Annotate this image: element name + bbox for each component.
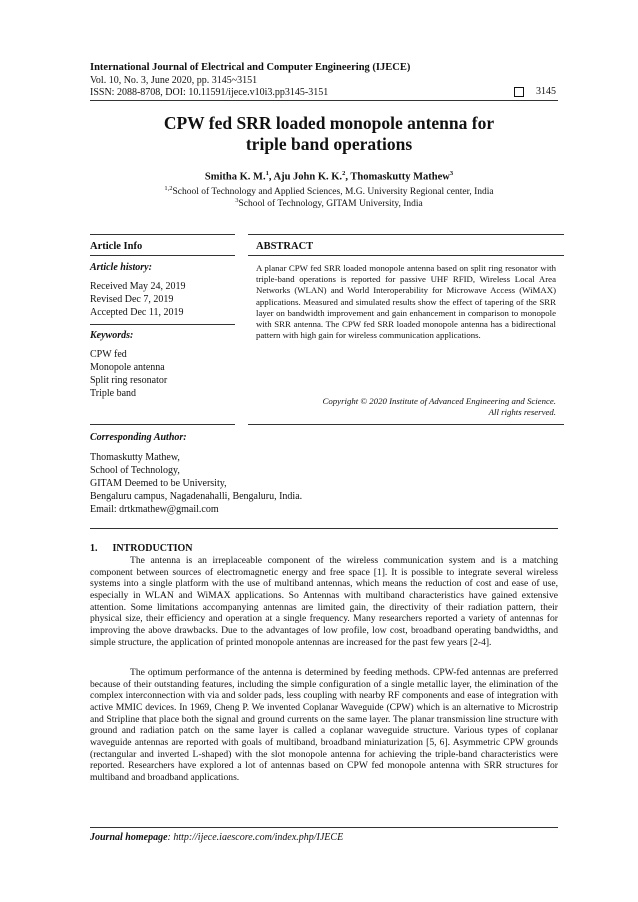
affiliation-1	[90, 185, 568, 197]
journal-volume: Vol. 10, No. 3, June 2020, pp. 3145~3151	[90, 75, 258, 86]
article-info-rule	[90, 234, 235, 235]
corresponding-line: Bengaluru campus, Nagadenahalli, Bengaluru, India.	[90, 491, 303, 502]
corresponding-line: GITAM Deemed to be University,	[90, 478, 227, 489]
author-3-sup: 3	[449, 170, 454, 177]
introduction-heading: 1. INTRODUCTION	[90, 543, 193, 554]
introduction-paragraph-2: The optimum performance of the antenna is determined by feeding methods. CPW-fed antennas are preferred because of their outstanding features, including the simple configuration of a single metallic layer, the elimination of the complex interconnection with via and solder pads, less coupling with nearby RF components and ease of integration with active MMIC devices. In 1969, Cheng P. We invented Coplanar Waveguide (CPW) which is an alternative to Microstrip and Stripline that place both the signal and ground currents on the same layer. The planar transmission line structure with ground and radiation patch on the same layer is called a coplanar waveguide structure. Various types of coplanar waveguide antennas are reported with goals of multiband, broadband miniaturization [5, 6]. Asymmetric CPW grounds (rectangular and inverted L-shaped) with the slot monopole antenna for achieving the triple-band characteristics were reported. Researchers have explored a lot of antennas based on CPW fed monopole antenna with SRR structures for multiband and broadband applications.	[90, 667, 558, 783]
journal-homepage	[90, 832, 343, 843]
abstract-text: A planar CPW fed SRR loaded monopole antenna based on split ring resonator with triple-band operations is reported for passive UHF RFID, Wireless Local Area Networks (WLAN) and World Interoperability for Microwave Access (WiMAX) applications. Measured and simulated results show the effect of tapering of the SRR layer on bandwidth improvement and gain enhancement in comparison to monopole with SRR antenna. The CPW fed SRR loaded monopole antenna has a bidirectional pattern with high gain for wireless communication applications.	[256, 263, 556, 341]
revised-date: Revised Dec 7, 2019	[90, 294, 174, 305]
paper-title	[90, 113, 568, 155]
author-1-sup: 1	[265, 170, 269, 177]
page-number: 3145	[536, 86, 556, 97]
accepted-date: Accepted Dec 11, 2019	[90, 307, 184, 318]
article-history	[90, 280, 186, 319]
abstract-rule	[248, 234, 564, 235]
affiliation-2-text: School of Technology, GITAM University, India	[238, 199, 423, 210]
journal-issn: ISSN: 2088-8708, DOI: 10.11591/ijece.v10i3.pp3145-3151	[90, 87, 329, 98]
author-2-sup: 2	[342, 170, 346, 177]
keywords-label: Keywords:	[90, 330, 134, 341]
corresponding-details	[90, 451, 302, 516]
author-list	[90, 170, 568, 183]
homepage-url: : http://ijece.iaescore.com/index.php/IJECE	[167, 832, 344, 843]
footer-rule	[90, 827, 558, 828]
abstract-bottom-rule	[248, 424, 564, 425]
copyright-line-1: Copyright © 2020 Institute of Advanced Engineering and Science.	[322, 396, 556, 406]
abstract-subrule	[248, 255, 564, 256]
keyword-item: Triple band	[90, 388, 137, 399]
introduction-paragraph-1: The antenna is an irreplaceable component of the wireless communication system and is a matching component between sources of electromagnetic energy and free space [1]. It is possible to integrate several wireless systems into a single platform with the use of multiband antennas, which means the reduction of cost and ease of use, especially in WLAN and WiMAX applications. So Antennas with multiband characteristics have gained extensive attention. Some limitations accompanying antennas are limited gain, the directivity of their radiation pattern, their physical size, their efficiency and operation at a single frequency. Many researchers reported a variety of antennas for improving the above drawbacks. Due to the advantages of low profile, low cost, broadband operating bandwidths, and simple structure, the application of printed monopole antennas are increased for the past few years [2-4].	[90, 555, 558, 648]
corresponding-line: Thomaskutty Mathew,	[90, 452, 180, 463]
keywords-rule	[90, 324, 235, 325]
author-3: , Thomaskutty Mathew	[345, 171, 450, 183]
keywords-list	[90, 348, 167, 400]
journal-name: International Journal of Electrical and Computer Engineering (IJECE)	[90, 62, 411, 73]
homepage-label: Journal homepage	[90, 832, 168, 843]
header-rule	[90, 100, 558, 101]
corresponding-line: School of Technology,	[90, 465, 180, 476]
author-1: Smitha K. M.	[204, 171, 266, 183]
article-info-heading: Article Info	[90, 241, 143, 252]
keyword-item: Monopole antenna	[90, 362, 165, 373]
received-date: Received May 24, 2019	[90, 281, 186, 292]
corresponding-label: Corresponding Author:	[90, 432, 187, 443]
article-info-subrule	[90, 255, 235, 256]
author-2: , Aju John K. K.	[268, 171, 343, 183]
corresponding-email: Email: drtkmathew@gmail.com	[90, 504, 219, 515]
affiliation-2	[90, 197, 568, 209]
corresponding-bottom-rule	[90, 528, 558, 529]
history-label: Article history:	[90, 262, 152, 273]
affiliation-1-text: School of Technology and Applied Sciences, M.G. University Regional center, India	[172, 187, 494, 198]
title-line-1: CPW fed SRR loaded monopole antenna for	[163, 113, 495, 133]
keyword-item: Split ring resonator	[90, 375, 168, 386]
title-line-2: triple band operations	[245, 134, 413, 154]
keyword-item: CPW fed	[90, 349, 127, 360]
article-info-bottom-rule	[90, 424, 235, 425]
copyright-line-2: All rights reserved.	[488, 407, 556, 417]
square-icon	[514, 87, 524, 97]
header-page-marker	[514, 86, 556, 97]
affiliation-2-sup: 3	[235, 197, 239, 204]
copyright-notice	[256, 396, 556, 418]
affiliation-1-sup: 1,2	[164, 185, 173, 192]
abstract-heading: ABSTRACT	[256, 241, 314, 252]
